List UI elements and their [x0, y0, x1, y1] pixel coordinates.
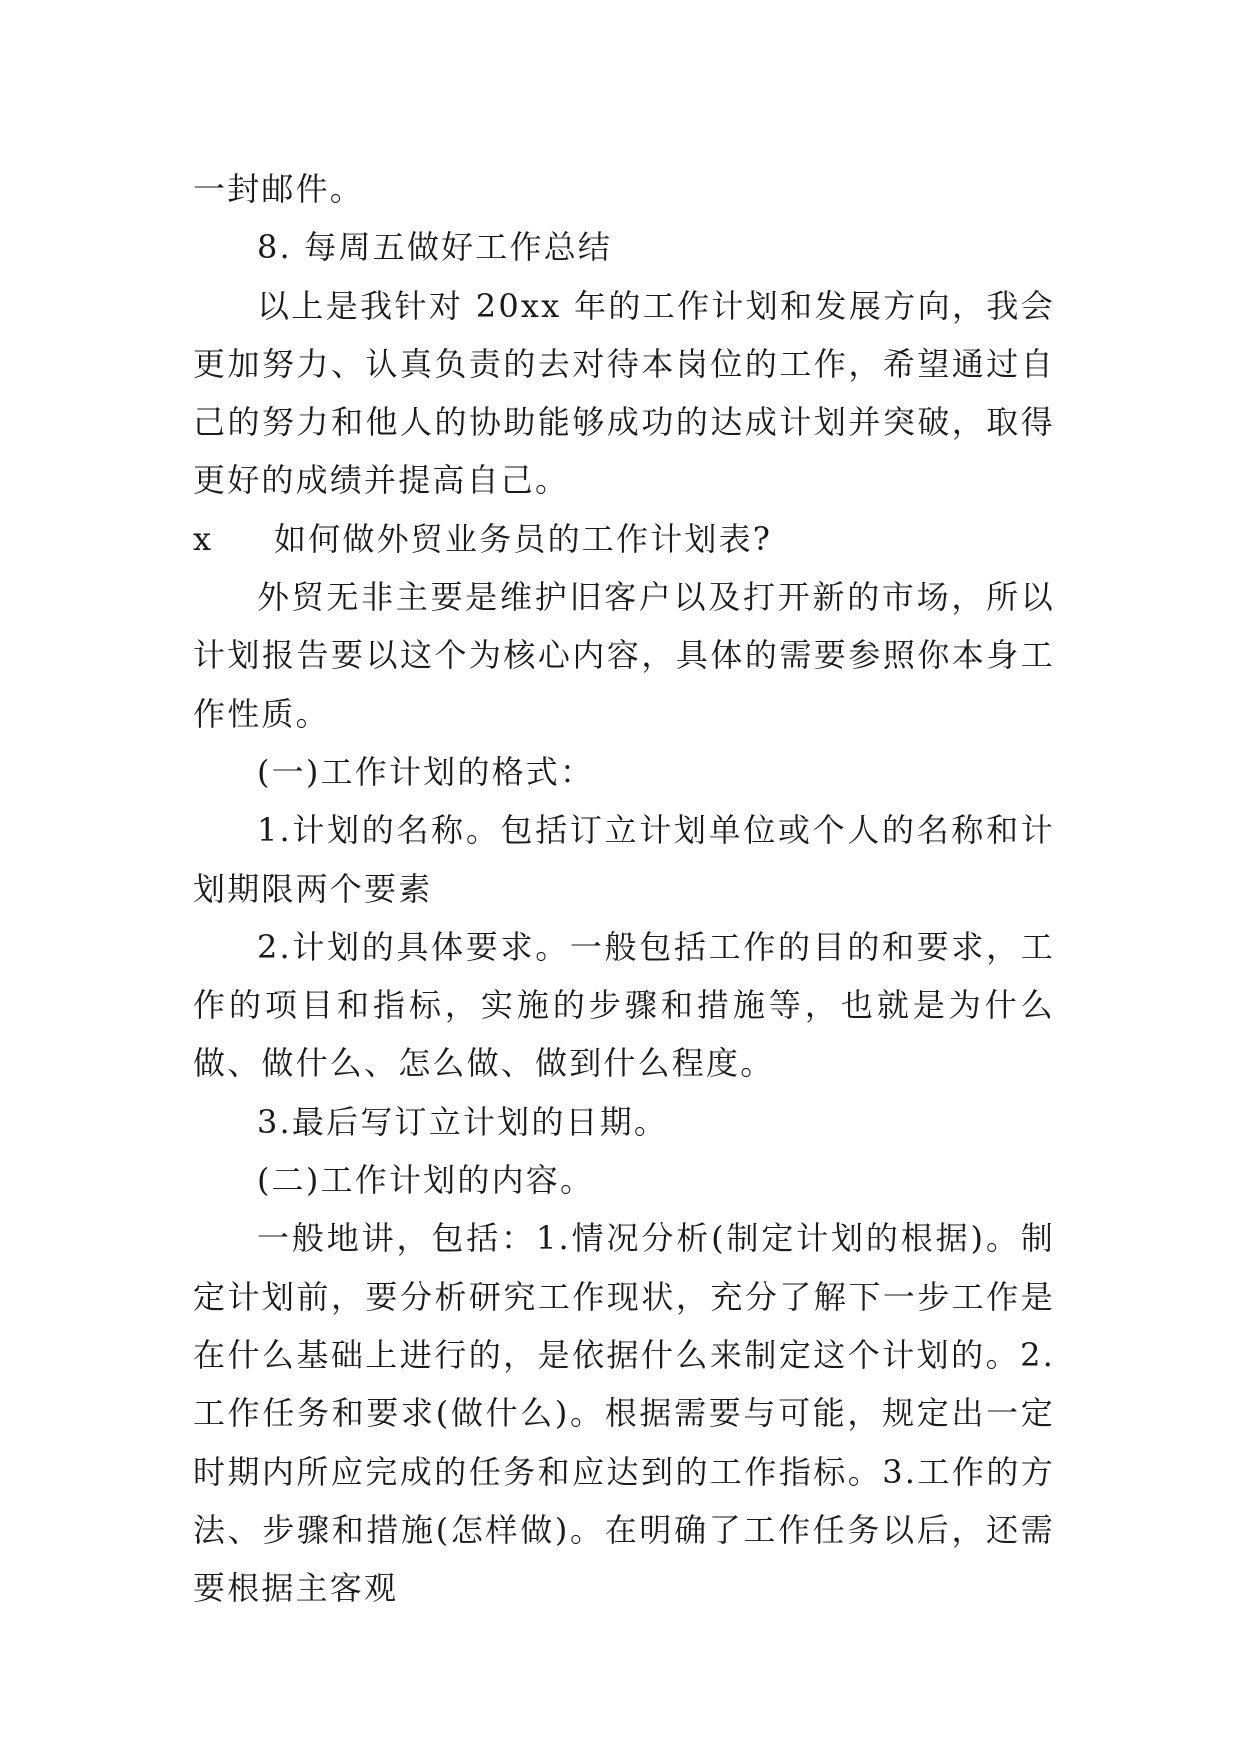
- section-marker: x: [193, 519, 214, 558]
- paragraph-format-1: 1.计划的名称。包括订立计划单位或个人的名称和计划期限两个要素: [193, 811, 1055, 908]
- paragraph-summary: 以上是我针对 20xx 年的工作计划和发展方向，我会更加努力、认真负责的去对待本岗位的工作，希望通过自己的努力和他人的协助能够成功的达成计划并突破，取得更好的成绩并提高自己。: [193, 286, 1055, 500]
- paragraph-item-8: 8. 每周五做好工作总结: [257, 228, 613, 267]
- section-heading: [193, 510, 1055, 568]
- paragraph-format-3: 3.最后写订立计划的日期。: [257, 1102, 669, 1141]
- paragraph-content-body: 一般地讲，包括：1.情况分析(制定计划的根据)。制定计划前，要分析研究工作现状，充分了解下一步工作是在什么基础上进行的，是依据什么来制定这个计划的。2.工作任务和要求(做什么)。根据需要与可能，规定出一定时期内所应完成的任务和应达到的工作指标。3.工作的方法、步骤和措施(怎样做)。在明确了工作任务以后，还需要根据主客观: [193, 1219, 1055, 1608]
- paragraph-format-heading: (一)工作计划的格式：: [257, 752, 595, 791]
- document-body: [193, 160, 1055, 1617]
- paragraph-intro: 外贸无非主要是维护旧客户以及打开新的市场，所以计划报告要以这个为核心内容，具体的需要参照你本身工作性质。: [193, 578, 1055, 733]
- paragraph-content-heading: (二)工作计划的内容。: [257, 1161, 595, 1200]
- paragraph-continuation: 一封邮件。: [193, 170, 365, 208]
- paragraph-format-2: 2.计划的具体要求。一般包括工作的目的和要求，工作的项目和指标，实施的步骤和措施等，也就是为什么做、做什么、怎么做、做到什么程度。: [193, 927, 1055, 1083]
- section-heading-text: 如何做外贸业务员的工作计划表?: [274, 519, 773, 558]
